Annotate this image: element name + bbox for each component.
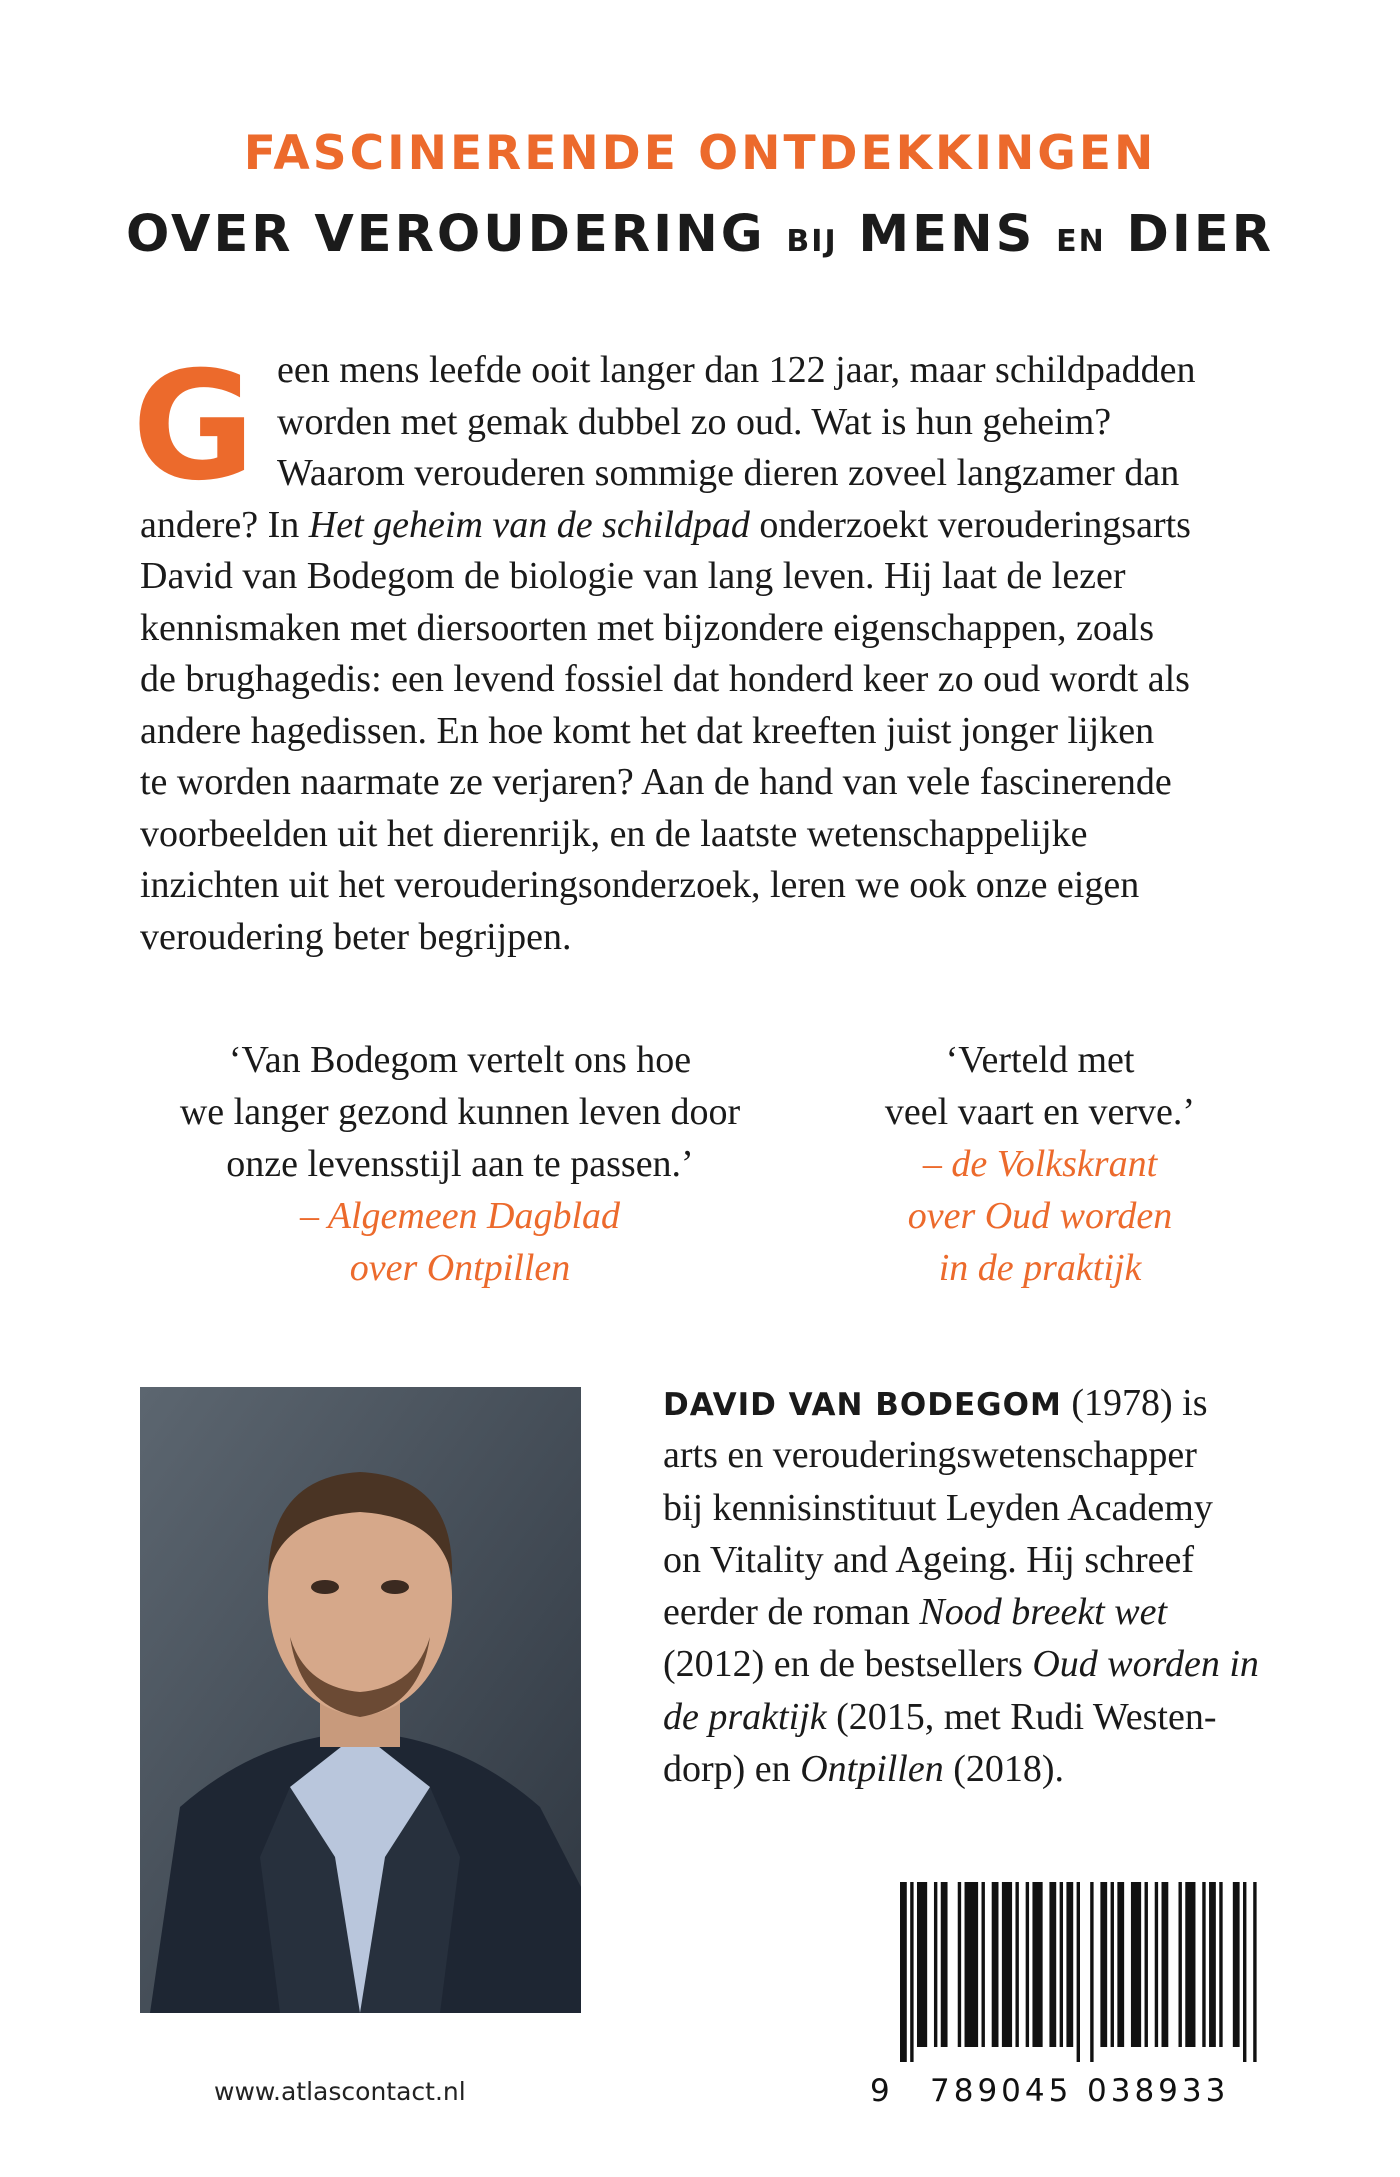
headline-part: OVER VEROUDERING <box>126 205 766 264</box>
intro-line <box>140 500 1258 552</box>
barcode-bar <box>1090 1882 1093 2062</box>
intro-line: andere hagedissen. En hoe komt het dat kreeften juist jonger lijken <box>140 709 1155 752</box>
barcode-bar <box>1077 1882 1080 2062</box>
book-title: de praktijk <box>663 1695 827 1738</box>
isbn-group: 789045 <box>930 2073 1073 2109</box>
barcode-bar <box>1032 1882 1042 2047</box>
quote-line: ‘Verteld met <box>945 1039 1135 1081</box>
bio-line <box>663 1377 1263 1429</box>
barcode-bar <box>1178 1882 1181 2047</box>
headline-part: DIER <box>1126 205 1274 264</box>
book-title: Het geheim van de schildpad <box>308 503 750 546</box>
quote-source: – Algemeen Dagblad <box>299 1195 621 1237</box>
intro-line: Waarom verouderen sommige dieren zoveel langzamer dan <box>277 452 1180 494</box>
barcode-bar <box>982 1882 985 2047</box>
quote-source: over Ontpillen <box>349 1247 571 1289</box>
barcode-bar <box>900 1882 907 2062</box>
intro-line: inzichten uit het verouderingsonderzoek, leren we ook onze eigen <box>140 864 1140 906</box>
intro-line: kennismaken met diersoorten met bijzondere eigenschappen, zoals <box>140 606 1155 649</box>
intro-line: voorbeelden uit het dierenrijk, en de laatste wetenschappelijke <box>140 812 1088 855</box>
publisher-website: www.atlascontact.nl <box>214 2077 466 2106</box>
barcode-bar <box>1243 1882 1246 2062</box>
barcode-bar <box>917 1882 927 2047</box>
quote-source: in de praktijk <box>938 1247 1142 1289</box>
barcode-bar <box>1100 1882 1107 2047</box>
headline-line-2 <box>0 205 1400 264</box>
bio-text: (1978) is <box>1061 1382 1208 1424</box>
quote-source: over Oud worden <box>907 1195 1173 1237</box>
intro-line: de brughagedis: een levend fossiel dat honderd keer zo oud wordt als <box>140 658 1190 700</box>
bio-text: (2012) en de bestsellers <box>663 1643 1033 1686</box>
bio-text: eerder de roman <box>663 1591 920 1634</box>
book-title: Ontpillen <box>800 1748 944 1791</box>
barcode-bar <box>1015 1882 1018 2047</box>
book-title: Oud worden in <box>1032 1643 1259 1686</box>
barcode-bar <box>910 1882 913 2062</box>
barcode-bar <box>1202 1882 1205 2047</box>
barcode-bar <box>1066 1882 1073 2047</box>
intro-line: te worden naarmate ze verjaren? Aan de hand van vele fascinerende <box>140 761 1172 803</box>
barcode-bar <box>941 1882 948 2047</box>
intro-line: veroudering beter begrijpen. <box>140 915 572 958</box>
barcode-bar <box>1253 1882 1256 2062</box>
headline-line-1: FASCINERENDE ONTDEKKINGEN <box>243 126 1157 181</box>
barcode-bar <box>1185 1882 1195 2047</box>
book-title: Nood breekt wet <box>919 1591 1168 1634</box>
barcode-bar <box>1209 1882 1216 2047</box>
intro-line: David van Bodegom de biologie van lang leven. Hij laat de lezer <box>140 555 1126 597</box>
review-quote-1 <box>140 1034 780 1294</box>
author-photo <box>140 1387 581 2013</box>
quote-line: we langer gezond kunnen leven door <box>179 1091 741 1133</box>
barcode-bar <box>1002 1882 1012 2047</box>
intro-line: worden met gemak dubbel zo oud. Wat is hun geheim? <box>277 400 1112 443</box>
barcode-bar <box>1233 1882 1240 2047</box>
bio-line: on Vitality and Ageing. Hij schreef <box>663 1538 1195 1581</box>
quote-line: veel vaart en verve.’ <box>884 1091 1196 1133</box>
author-name: DAVID VAN BODEGOM <box>663 1387 1062 1423</box>
intro-text: onderzoekt verouderingsarts <box>749 503 1191 546</box>
quote-line: onze levensstijl aan te passen.’ <box>226 1143 694 1185</box>
quote-line: ‘Van Bodegom vertelt ons hoe <box>228 1039 692 1081</box>
bio-line <box>663 1638 1263 1690</box>
isbn-group: 038933 <box>1087 2073 1230 2109</box>
isbn-digit: 9 <box>870 2073 894 2109</box>
barcode-bar <box>934 1882 937 2047</box>
barcode-bar <box>1145 1882 1148 2047</box>
headline-part: BIJ <box>786 224 838 259</box>
barcode-bar <box>1060 1882 1063 2047</box>
barcode-bar <box>1117 1882 1124 2047</box>
barcode-bar <box>1026 1882 1029 2047</box>
bio-line: bij kennisinstituut Leyden Academy <box>663 1486 1213 1529</box>
barcode-bar <box>1131 1882 1141 2047</box>
isbn-barcode <box>900 1882 1260 2062</box>
bio-line: arts en verouderingswetenschapper <box>663 1434 1197 1477</box>
barcode-bar <box>1219 1882 1222 2047</box>
headline-part: MENS <box>858 205 1036 264</box>
barcode-bar <box>1111 1882 1114 2047</box>
barcode-bar <box>965 1882 979 2047</box>
intro-text: andere? In <box>140 503 309 546</box>
bio-text: (2018). <box>943 1748 1065 1791</box>
barcode-bar <box>958 1882 961 2047</box>
author-bio <box>663 1377 1263 1795</box>
headline-part: EN <box>1056 224 1106 259</box>
intro-line: een mens leefde ooit langer dan 122 jaar, maar schildpadden <box>277 349 1196 391</box>
review-quote-2 <box>820 1034 1260 1294</box>
quote-source: – de Volkskrant <box>922 1143 1158 1185</box>
bio-line <box>663 1691 1263 1743</box>
bio-line <box>663 1743 1263 1795</box>
barcode-bar <box>1162 1882 1169 2047</box>
bio-text: (2015, met Rudi Westen- <box>826 1695 1217 1738</box>
barcode-bar <box>1049 1882 1056 2047</box>
barcode-bar <box>1155 1882 1158 2047</box>
bio-text: dorp) en <box>663 1748 801 1791</box>
intro-paragraph <box>140 345 1258 963</box>
barcode-bar <box>992 1882 999 2047</box>
drop-cap: G <box>132 340 256 514</box>
bio-line <box>663 1586 1263 1638</box>
